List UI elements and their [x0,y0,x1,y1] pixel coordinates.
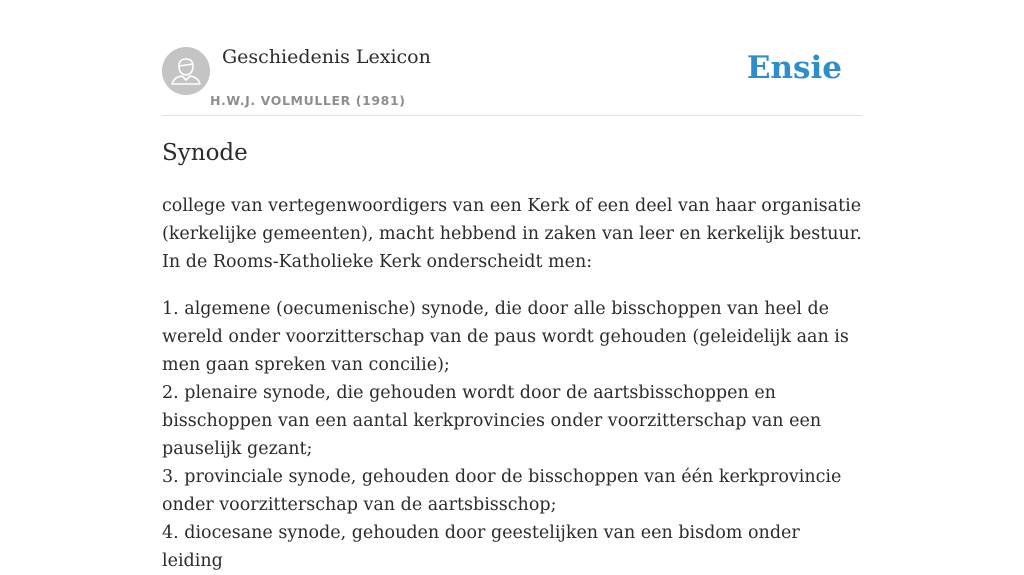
page [162,0,862,571]
avatar[interactable] [162,47,210,95]
ensie-logo[interactable]: Ensie [746,50,842,86]
user-placeholder-icon [162,47,210,95]
list-item: 2. plenaire synode, die gehouden wordt door de aartsbisschoppen en bisschoppen van een aantal kerkprovincies onder voorzitterschap van een pauselijk gezant; [162,383,822,459]
author-label[interactable]: H.W.J. VOLMULLER (1981) [210,93,406,108]
list-item: 1. algemene (oecumenische) synode, die door alle bisschoppen van heel de wereld onder voorzitterschap van de paus wordt gehouden (geleidelijk aan is men gaan spreken van concilie); [162,299,849,375]
source-header [162,0,862,116]
source-title-link[interactable]: Geschiedenis Lexicon [222,46,431,68]
list-item: 3. provinciale synode, gehouden door de bisschoppen van één kerkprovincie onder voorzitterschap van de aartsbisschop; [162,467,842,515]
article-body [162,192,862,575]
article-title: Synode [162,140,248,166]
article-intro: college van vertegenwoordigers van een Kerk of een deel van haar organisatie (kerkelijke gemeenten), macht hebbend in zaken van leer en kerkelijk bestuur. In de Rooms-Katholieke Kerk onderscheidt men: [162,196,862,272]
list-item: 4. diocesane synode, gehouden door geestelijken van een bisdom onder leiding [162,523,800,571]
